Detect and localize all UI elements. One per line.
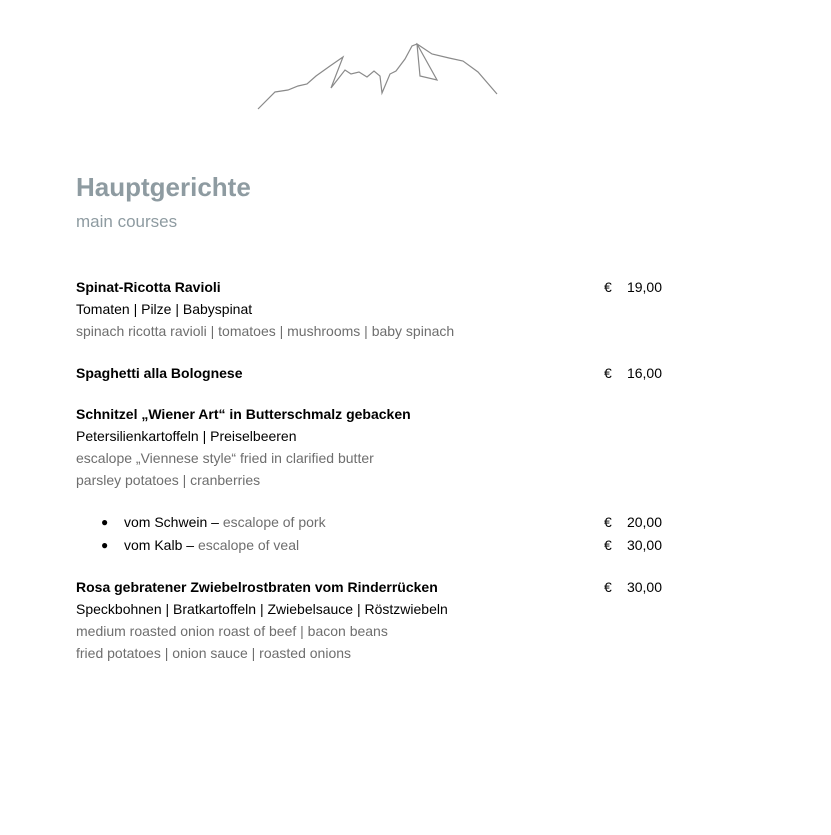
- bullet-icon: ●: [101, 515, 109, 529]
- bullet-icon: ●: [101, 538, 109, 552]
- option-separator: –: [207, 514, 223, 530]
- dish-name: Schnitzel „Wiener Art“ in Butterschmalz gebacken: [76, 406, 411, 422]
- option-name-en: escalope of pork: [222, 514, 326, 530]
- dish-description-de: Petersilienkartoffeln | Preiselbeeren: [76, 428, 297, 444]
- dish-description-en: spinach ricotta ravioli | tomatoes | mushrooms | baby spinach: [76, 323, 455, 339]
- price-amount: 30,00: [626, 537, 662, 553]
- dish-name: Rosa gebratener Zwiebelrostbraten vom Rinderrücken: [76, 579, 438, 595]
- option-name-de: vom Schwein: [124, 514, 208, 530]
- price-amount: 19,00: [626, 279, 662, 295]
- dish-option: [124, 536, 299, 554]
- currency-symbol: €: [604, 279, 612, 295]
- page-title: Hauptgerichte: [76, 172, 251, 202]
- option-name-de: vom Kalb: [124, 537, 183, 553]
- currency-symbol: €: [604, 365, 612, 381]
- currency-symbol: €: [604, 537, 612, 553]
- dish-name: Spinat-Ricotta Ravioli: [76, 279, 221, 295]
- dish-option: [124, 513, 326, 531]
- dish-description-de: Speckbohnen | Bratkartoffeln | Zwiebelsauce | Röstzwiebeln: [76, 601, 448, 617]
- page-subtitle: main courses: [76, 212, 178, 231]
- dish-description-en: escalope „Viennese style“ fried in clarified butter: [76, 450, 374, 466]
- dish-description-de: Tomaten | Pilze | Babyspinat: [76, 301, 253, 317]
- price-amount: 20,00: [626, 514, 662, 530]
- option-name-en: escalope of veal: [197, 537, 300, 553]
- dish-name: Spaghetti alla Bolognese: [76, 365, 243, 381]
- currency-symbol: €: [604, 579, 612, 595]
- mountain-outline-icon: [255, 40, 500, 112]
- dish-description-en: medium roasted onion roast of beef | bacon beans: [76, 623, 388, 639]
- price-amount: 16,00: [626, 365, 662, 381]
- dish-description-en: fried potatoes | onion sauce | roasted onions: [76, 645, 352, 661]
- price-amount: 30,00: [626, 579, 662, 595]
- currency-symbol: €: [604, 514, 612, 530]
- option-separator: –: [182, 537, 198, 553]
- dish-description-en: parsley potatoes | cranberries: [76, 472, 261, 488]
